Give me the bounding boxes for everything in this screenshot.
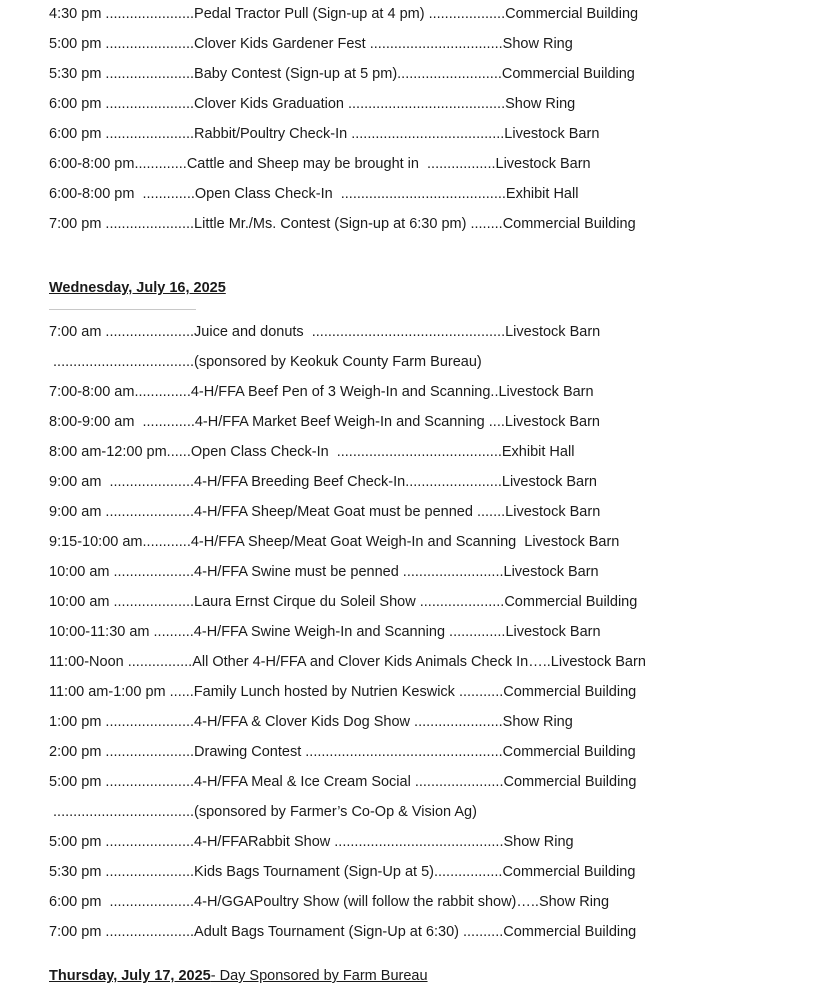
schedule-row: 5:30 pm ......................Kids Bags Tournament (Sign-Up at 5).................Commercial Building [49, 864, 636, 880]
day-heading-wednesday: Wednesday, July 16, 2025 [49, 280, 226, 296]
divider [49, 309, 196, 310]
day-heading-thursday [49, 967, 428, 985]
schedule-row: 7:00-8:00 am..............4-H/FFA Beef Pen of 3 Weigh-In and Scanning..Livestock Barn [49, 384, 594, 400]
schedule-row: 7:00 pm ......................Little Mr./Ms. Contest (Sign-up at 6:30 pm) ........Commercial Building [49, 216, 636, 232]
schedule-row: 9:15-10:00 am............4-H/FFA Sheep/Meat Goat Weigh-In and Scanning Livestock Barn [49, 534, 620, 550]
schedule-row: 7:00 am ......................Juice and donuts ................................................Livestock Barn [49, 324, 601, 340]
schedule-row: 8:00 am-12:00 pm......Open Class Check-In .........................................Exhibit Hall [49, 444, 575, 460]
schedule-row: 10:00 am ....................4-H/FFA Swine must be penned .........................Livestock Barn [49, 564, 599, 580]
schedule-row: 9:00 am ......................4-H/FFA Sheep/Meat Goat must be penned .......Livestock Barn [49, 504, 601, 520]
schedule-row: 11:00-Noon ................All Other 4-H/FFA and Clover Kids Animals Check In…..Livestock Barn [49, 654, 646, 670]
schedule-row: 6:00 pm ......................Rabbit/Poultry Check-In ......................................Livestock Barn [49, 126, 600, 142]
schedule-row: 6:00-8:00 pm.............Cattle and Sheep may be brought in .................Livestock Barn [49, 156, 591, 172]
schedule-row: 10:00-11:30 am ..........4-H/FFA Swine Weigh-In and Scanning ..............Livestock Barn [49, 624, 601, 640]
schedule-row: 4:30 pm ......................Pedal Tractor Pull (Sign-up at 4 pm) ...................Commercial Building [49, 6, 639, 22]
schedule-row: 6:00 pm ......................Clover Kids Graduation .......................................Show Ring [49, 96, 576, 112]
schedule-row: 11:00 am-1:00 pm ......Family Lunch hosted by Nutrien Keswick ...........Commercial Building [49, 684, 637, 700]
schedule-row: 2:00 pm ......................Drawing Contest .................................................Commercial Building [49, 744, 636, 760]
day-heading-thursday-date: Thursday, July 17, 2025 [49, 968, 211, 984]
schedule-row: 10:00 am ....................Laura Ernst Cirque du Soleil Show .....................Commercial Building [49, 594, 638, 610]
schedule-row: 5:00 pm ......................4-H/FFA Meal & Ice Cream Social ......................Commercial Building [49, 774, 637, 790]
schedule-row: 5:00 pm ......................Clover Kids Gardener Fest .................................Show Ring [49, 36, 573, 52]
schedule-row: 6:00-8:00 pm .............Open Class Check-In .........................................Exhibit Hall [49, 186, 579, 202]
schedule-row: 7:00 pm ......................Adult Bags Tournament (Sign-Up at 6:30) ..........Commercial Building [49, 924, 637, 940]
schedule-row: 5:00 pm ......................4-H/FFARabbit Show ..........................................Show Ring [49, 834, 574, 850]
schedule-row: 1:00 pm ......................4-H/FFA & Clover Kids Dog Show ......................Show Ring [49, 714, 573, 730]
schedule-row: 6:00 pm .....................4-H/GGAPoultry Show (will follow the rabbit show)…..Show Ring [49, 894, 610, 910]
schedule-row: ...................................(sponsored by Keokuk County Farm Bureau) [49, 354, 482, 370]
day-heading-thursday-sponsor: - Day Sponsored by Farm Bureau [210, 968, 428, 984]
schedule-row: 8:00-9:00 am .............4-H/FFA Market Beef Weigh-In and Scanning ....Livestock Barn [49, 414, 600, 430]
schedule-row: 9:00 am .....................4-H/FFA Breeding Beef Check-In........................Livestock Barn [49, 474, 597, 490]
schedule-row: ...................................(sponsored by Farmer’s Co-Op & Vision Ag) [49, 804, 477, 820]
schedule-row: 5:30 pm ......................Baby Contest (Sign-up at 5 pm)..........................Commercial Building [49, 66, 635, 82]
